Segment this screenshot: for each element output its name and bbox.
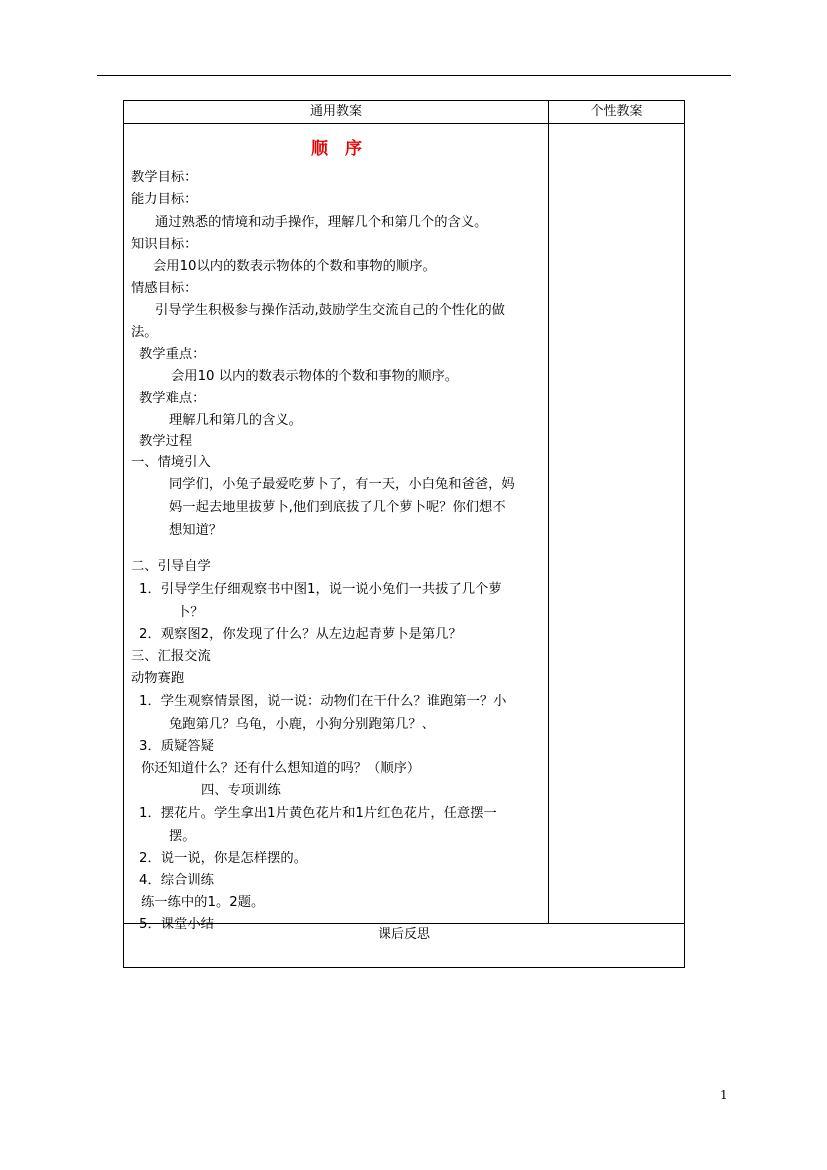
section-3-item-1-cont: 兔跑第几？乌龟，小鹿，小狗分别跑第几？、 (169, 717, 435, 732)
section-4-exercise: 练一练中的1。2题。 (141, 895, 265, 910)
reflection-row: 课后反思 (124, 924, 685, 968)
section-4-item-2: 2．说一说，你是怎样摆的。 (139, 851, 308, 866)
section-2-heading: 二、引导自学 (131, 559, 211, 574)
section-2-item-1: 1．引导学生仔细观察书中图1，说一说小兔们一共拔了几个萝 (139, 582, 502, 597)
page-number: 1 (720, 1088, 728, 1102)
lesson-title: 顺 序 (311, 139, 362, 159)
difficulty-heading: 教学难点： (139, 391, 206, 406)
common-plan-header: 通用教案 (124, 101, 549, 124)
difficulty-text: 理解几和第几的含义。 (169, 413, 302, 428)
section-3-item-3: 3．质疑答疑 (139, 739, 214, 754)
section-2-item-2: 2．观察图2，你发现了什么？从左边起青萝卜是第几？ (139, 627, 462, 642)
section-2-item-1-cont: 卜？ (177, 605, 204, 620)
key-point-heading: 教学重点： (139, 347, 206, 362)
emotion-goal-text: 引导学生积极参与操作活动,鼓励学生交流自己的个性化的做 (155, 303, 505, 318)
section-4-item-1-cont: 摆。 (169, 829, 196, 844)
header-rule (97, 75, 731, 76)
section-4-item-5: 5．课堂小结 (139, 917, 214, 932)
animal-race-heading: 动物赛跑 (131, 671, 185, 686)
section-4-item-1: 1．摆花片。学生拿出1片黄色花片和1片红色花片，任意摆一 (139, 806, 497, 821)
section-4-heading: 四、专项训练 (201, 783, 281, 798)
section-1-text-end: 想知道？ (169, 523, 223, 538)
process-heading: 教学过程 (139, 434, 193, 449)
section-3-question: 你还知道什么？还有什么想知道的吗？（顺序） (141, 761, 421, 776)
personal-plan-content (549, 124, 685, 924)
section-1-text: 同学们，小兔子最爱吃萝卜了，有一天，小白兔和爸爸，妈 (169, 477, 515, 492)
ability-goal-text: 通过熟悉的情境和动手操作，理解几个和第几个的含义。 (155, 215, 488, 230)
common-plan-content (124, 124, 549, 932)
section-4-item-4: 4．综合训练 (139, 873, 214, 888)
section-3-item-1: 1．学生观察情景图，说一说：动物们在干什么？谁跑第一？小 (139, 694, 507, 709)
ability-goal-heading: 能力目标： (131, 192, 198, 207)
teaching-goals-heading: 教学目标： (131, 170, 198, 185)
section-1-heading: 一、情境引入 (131, 455, 211, 470)
personal-plan-header: 个性教案 (549, 101, 685, 124)
section-1-text-cont: 妈一起去地里拔萝卜,他们到底拔了几个萝卜呢？你们想不 (169, 500, 506, 515)
knowledge-goal-text: 会用10以内的数表示物体的个数和事物的顺序。 (153, 259, 436, 274)
emotion-goal-text-cont: 法。 (131, 325, 158, 340)
knowledge-goal-heading: 知识目标： (131, 237, 198, 252)
emotion-goal-heading: 情感目标： (131, 281, 198, 296)
key-point-text: 会用10 以内的数表示物体的个数和事物的顺序。 (171, 369, 459, 384)
lesson-plan-table (123, 100, 685, 968)
section-3-heading: 三、汇报交流 (131, 649, 211, 664)
